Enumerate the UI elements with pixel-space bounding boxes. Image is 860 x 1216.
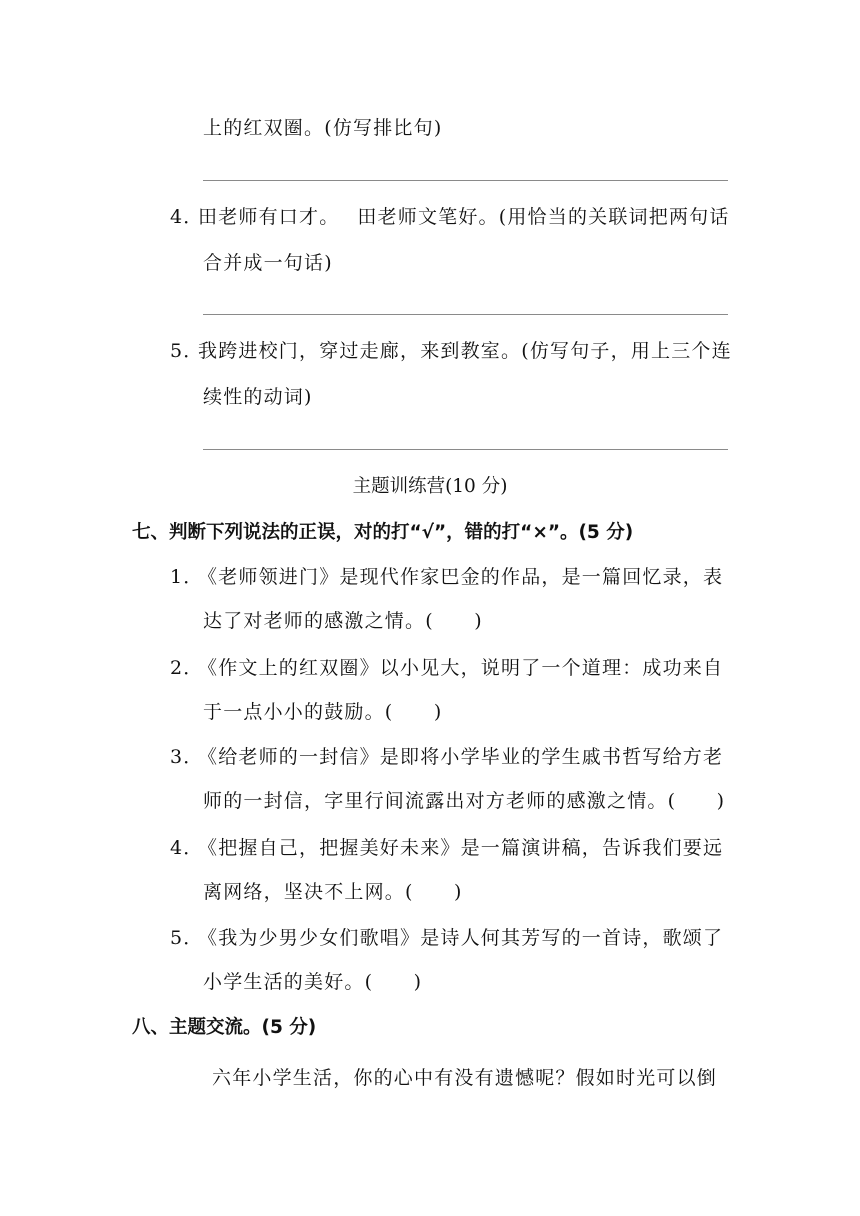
- s7-item4-line1: [170, 839, 723, 858]
- s7-item1-number: 1．: [170, 566, 204, 588]
- answer-line-item5[interactable]: [203, 449, 728, 450]
- answer-line-item4[interactable]: [203, 314, 728, 315]
- s7-item2-line1: [170, 659, 723, 678]
- s7-item5-text-line1: 《我为少男少女们歌唱》是诗人何其芳写的一首诗，歌颂了: [198, 927, 724, 949]
- section7-heading: 七、判断下列说法的正误，对的打“√”，错的打“×”。(5 分): [132, 522, 634, 543]
- item5-text-line2: 续性的动词): [203, 386, 313, 408]
- item5-line1: [170, 342, 732, 361]
- s7-item1-text-line2[interactable]: 达了对老师的感激之情。( ): [203, 610, 483, 632]
- s7-item5-text-line2[interactable]: 小学生活的美好。( ): [203, 971, 423, 993]
- s7-item2-text-line1: 《作文上的红双圈》以小见大，说明了一个道理：成功来自: [198, 657, 724, 679]
- s7-item4-number: 4．: [170, 837, 204, 859]
- section8-paragraph: 六年小学生活，你的心中有没有遗憾呢？假如时光可以倒: [212, 1067, 718, 1089]
- item4-line1: [170, 208, 730, 227]
- s7-item3-number: 3．: [170, 746, 204, 768]
- item5-text-line1: 我跨进校门，穿过走廊，来到教室。(仿写句子，用上三个连: [198, 340, 732, 362]
- s7-item3-line1: [170, 748, 723, 767]
- item4-number: 4．: [170, 206, 204, 228]
- s7-item5-line1: [170, 929, 723, 948]
- s7-item4-text-line2[interactable]: 离网络，坚决不上网。( ): [203, 881, 463, 903]
- answer-line-item3[interactable]: [203, 180, 728, 181]
- s7-item3-text-line2[interactable]: 师的一封信，字里行间流露出对方老师的感激之情。( ): [203, 790, 726, 812]
- item4-text-line1: 田老师有口才。 田老师文笔好。(用恰当的关联词把两句话: [198, 206, 730, 228]
- s7-item2-text-line2[interactable]: 于一点小小的鼓励。( ): [203, 701, 443, 723]
- section8-heading: 八、主题交流。(5 分): [132, 1017, 317, 1038]
- section-title: 主题训练营(10 分): [352, 476, 508, 497]
- item5-number: 5．: [170, 340, 204, 362]
- s7-item2-number: 2．: [170, 657, 204, 679]
- s7-item1-text-line1: 《老师领进门》是现代作家巴金的作品，是一篇回忆录，表: [198, 566, 724, 588]
- s7-item3-text-line1: 《给老师的一封信》是即将小学毕业的学生戚书哲写给方老: [198, 746, 724, 768]
- s7-item4-text-line1: 《把握自己，把握美好未来》是一篇演讲稿，告诉我们要远: [198, 837, 724, 859]
- s7-item1-line1: [170, 568, 723, 587]
- s7-item5-number: 5．: [170, 927, 204, 949]
- item4-text-line2: 合并成一句话): [203, 252, 333, 274]
- item3-continuation-text: 上的红双圈。(仿写排比句): [203, 117, 443, 139]
